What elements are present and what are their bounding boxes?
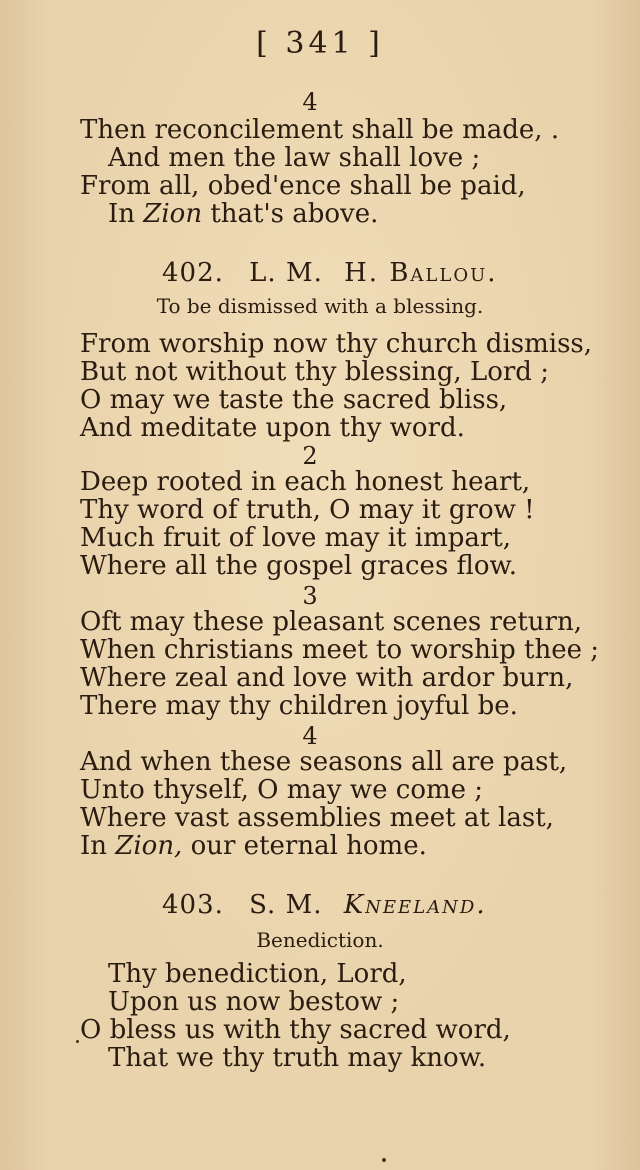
verse-line: From worship now thy church dismiss, [80, 329, 593, 359]
hymn-author: H. Ballou. [344, 258, 498, 288]
verse-line: In Zion that's above. [108, 199, 379, 229]
hymn-number: 403. [162, 890, 224, 920]
paper-speck [382, 1158, 386, 1162]
stanza-number: 2 [302, 442, 318, 470]
hymn-title: To be dismissed with a blessing. [156, 294, 484, 318]
hymn-meter: L. M. [249, 258, 323, 288]
verse-line: In Zion, our eternal home. [80, 831, 427, 861]
hymn-title: Benediction. [256, 928, 384, 952]
verse-line: That we thy truth may know. [108, 1043, 487, 1073]
verse-line: When christians meet to worship thee ; [80, 635, 600, 665]
paper-speck [76, 1040, 79, 1043]
verse-line: O may we taste the sacred bliss, [80, 385, 508, 415]
verse-line: Then reconcilement shall be made, . [80, 115, 560, 145]
verse-line: O bless us with thy sacred word, [80, 1015, 511, 1045]
verse-line: There may thy children joyful be. [80, 691, 518, 721]
verse-line: Where all the gospel graces flow. [80, 551, 517, 581]
hymn-402-heading [162, 258, 498, 288]
page-number-header: [ 341 ] [256, 26, 384, 61]
hymn-author: Kneeland. [343, 890, 487, 920]
stanza-number: 3 [302, 582, 318, 610]
verse-line: Oft may these pleasant scenes return, [80, 607, 582, 637]
verse-line: Where vast assemblies meet at last, [80, 803, 554, 833]
verse-line: And when these seasons all are past, [80, 747, 568, 777]
verse-line: Unto thyself, O may we come ; [80, 775, 484, 805]
verse-line: But not without thy blessing, Lord ; [80, 357, 549, 387]
hymn-number: 402. [162, 258, 224, 288]
stanza-number: 4 [302, 88, 318, 116]
verse-line: Thy benediction, Lord, [108, 959, 407, 989]
verse-line: Much fruit of love may it impart, [80, 523, 512, 553]
verse-line: Deep rooted in each honest heart, [80, 467, 531, 497]
verse-line: And meditate upon thy word. [80, 413, 465, 443]
verse-line: Upon us now bestow ; [108, 987, 400, 1017]
hymn-403-heading [162, 890, 487, 920]
verse-line: From all, obed'ence shall be paid, [80, 171, 526, 201]
verse-line: Thy word of truth, O may it grow ! [80, 495, 535, 525]
verse-line: Where zeal and love with ardor burn, [80, 663, 574, 693]
verse-line: And men the law shall love ; [108, 143, 481, 173]
hymn-meter: S. M. [249, 890, 323, 920]
stanza-number: 4 [302, 722, 318, 750]
